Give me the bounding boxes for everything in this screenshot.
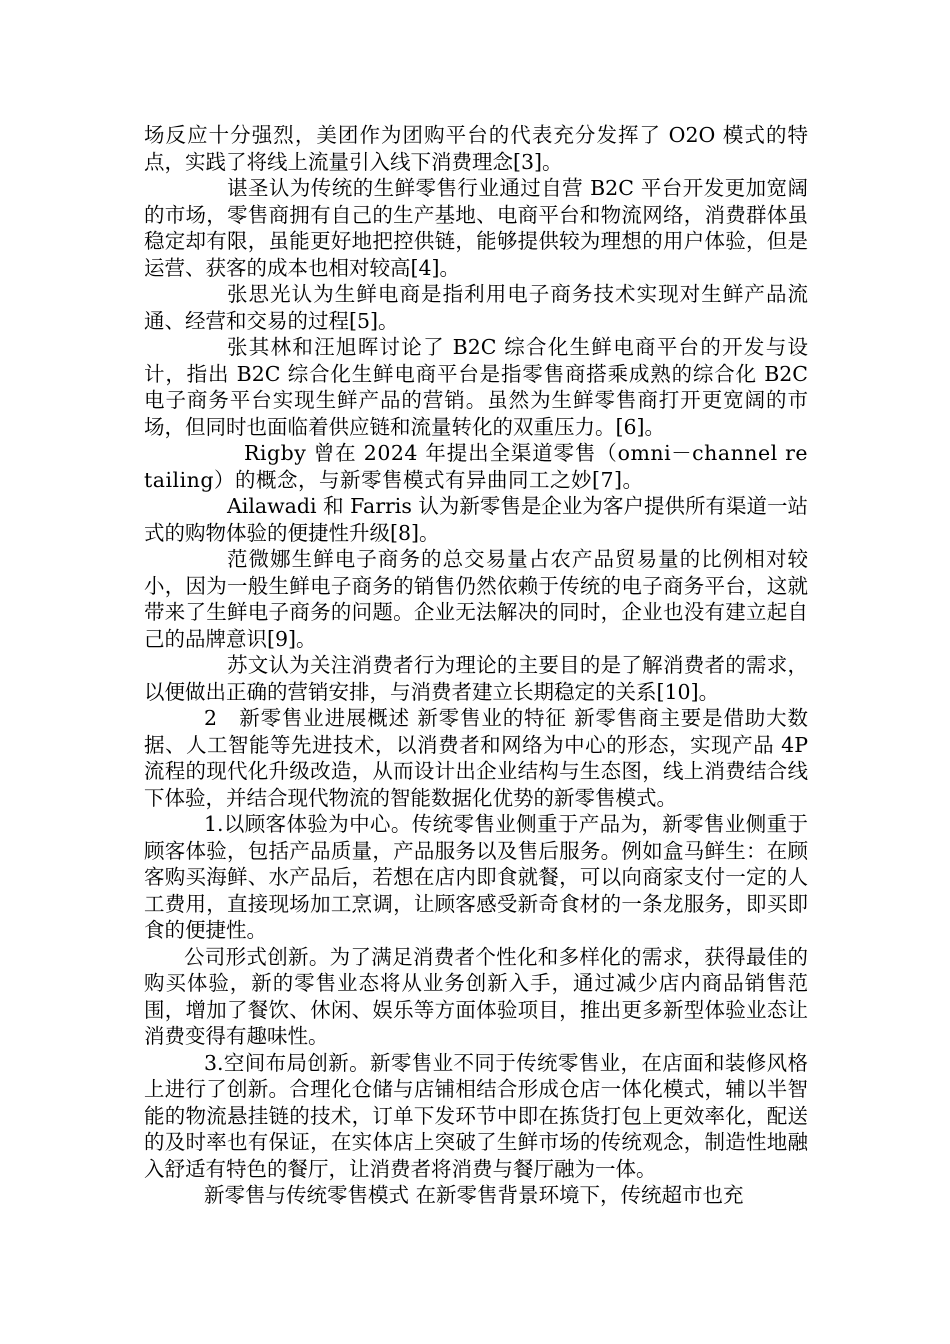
paragraph-4: 张其林和汪旭晖讨论了 B2C 综合化生鲜电商平台的开发与设计，指出 B2C 综合化生鲜电商平台是指零售商搭乘成熟的综合化 B2C 电子商务平台实现生鲜产品的营销。虽然为生鲜零售商打开更宽阔的市场，但同时也面临着供应链和流量转化的双重压力。[6]。 [144, 335, 808, 439]
paragraph-9: 2 新零售业进展概述 新零售业的特征 新零售商主要是借助大数据、人工智能等先进技术，以消费者和网络为中心的形态，实现产品 4P 流程的现代化升级改造，从而设计出企业结构与生态图，线上消费结合线下体验，并结合现代物流的智能数据化优势的新零售模式。 [144, 706, 808, 810]
paragraph-8: 苏文认为关注消费者行为理论的主要目的是了解消费者的需求，以便做出正确的营销安排，与消费者建立长期稳定的关系[10]。 [144, 653, 808, 704]
paragraph-11: 公司形式创新。为了满足消费者个性化和多样化的需求，获得最佳的购买体验，新的零售业态将从业务创新入手，通过减少店内商品销售范围，增加了餐饮、休闲、娱乐等方面体验项目，推出更多新型体验业态让消费变得有趣味性。 [144, 944, 808, 1048]
paragraph-13: 新零售与传统零售模式 在新零售背景环境下，传统超市也充 [204, 1183, 744, 1207]
paragraph-1: 场反应十分强烈，美团作为团购平台的代表充分发挥了 O2O 模式的特点，实践了将线上流量引入线下消费理念[3]。 [144, 123, 808, 174]
paragraph-7: 范微娜生鲜电子商务的总交易量占农产品贸易量的比例相对较小，因为一般生鲜电子商务的销售仍然依赖于传统的电子商务平台，这就带来了生鲜电子商务的问题。企业无法解决的同时，企业也没有建立起自己的品牌意识[9]。 [144, 547, 808, 651]
paragraph-3: 张思光认为生鲜电商是指利用电子商务技术实现对生鲜产品流通、经营和交易的过程[5]。 [144, 282, 808, 333]
paragraph-6: Ailawadi 和 Farris 认为新零售是企业为客户提供所有渠道一站式的购物体验的便捷性升级[8]。 [144, 494, 808, 545]
paragraph-10: 1.以顾客体验为中心。传统零售业侧重于产品为，新零售业侧重于顾客体验，包括产品质量，产品服务以及售后服务。例如盒马鲜生：在顾客购买海鲜、水产品后，若想在店内即食就餐，可以向商家支付一定的人工费用，直接现场加工烹调，让顾客感受新奇食材的一条龙服务，即买即食的便捷性。 [144, 812, 808, 942]
paragraph-5: Rigby 曾在 2024 年提出全渠道零售（omni－channel retailing）的概念，与新零售模式有异曲同工之妙[7]。 [144, 441, 808, 492]
paragraph-12: 3.空间布局创新。新零售业不同于传统零售业，在店面和装修风格上进行了创新。合理化仓储与店铺相结合形成仓店一体化模式，辅以半智能的物流悬挂链的技术，订单下发环节中即在拣货打包上更效率化，配送的及时率也有保证，在实体店上突破了生鲜市场的传统观念，制造性地融入舒适有特色的餐厅，让消费者将消费与餐厅融为一体。 [144, 1050, 808, 1181]
paragraph-2: 谌圣认为传统的生鲜零售行业通过自营 B2C 平台开发更加宽阔的市场，零售商拥有自己的生产基地、电商平台和物流网络，消费群体虽稳定却有限，虽能更好地把控供链，能够提供较为理想的用户体验，但是运营、获客的成本也相对较高[4]。 [144, 176, 808, 280]
document-body [144, 122, 808, 1209]
